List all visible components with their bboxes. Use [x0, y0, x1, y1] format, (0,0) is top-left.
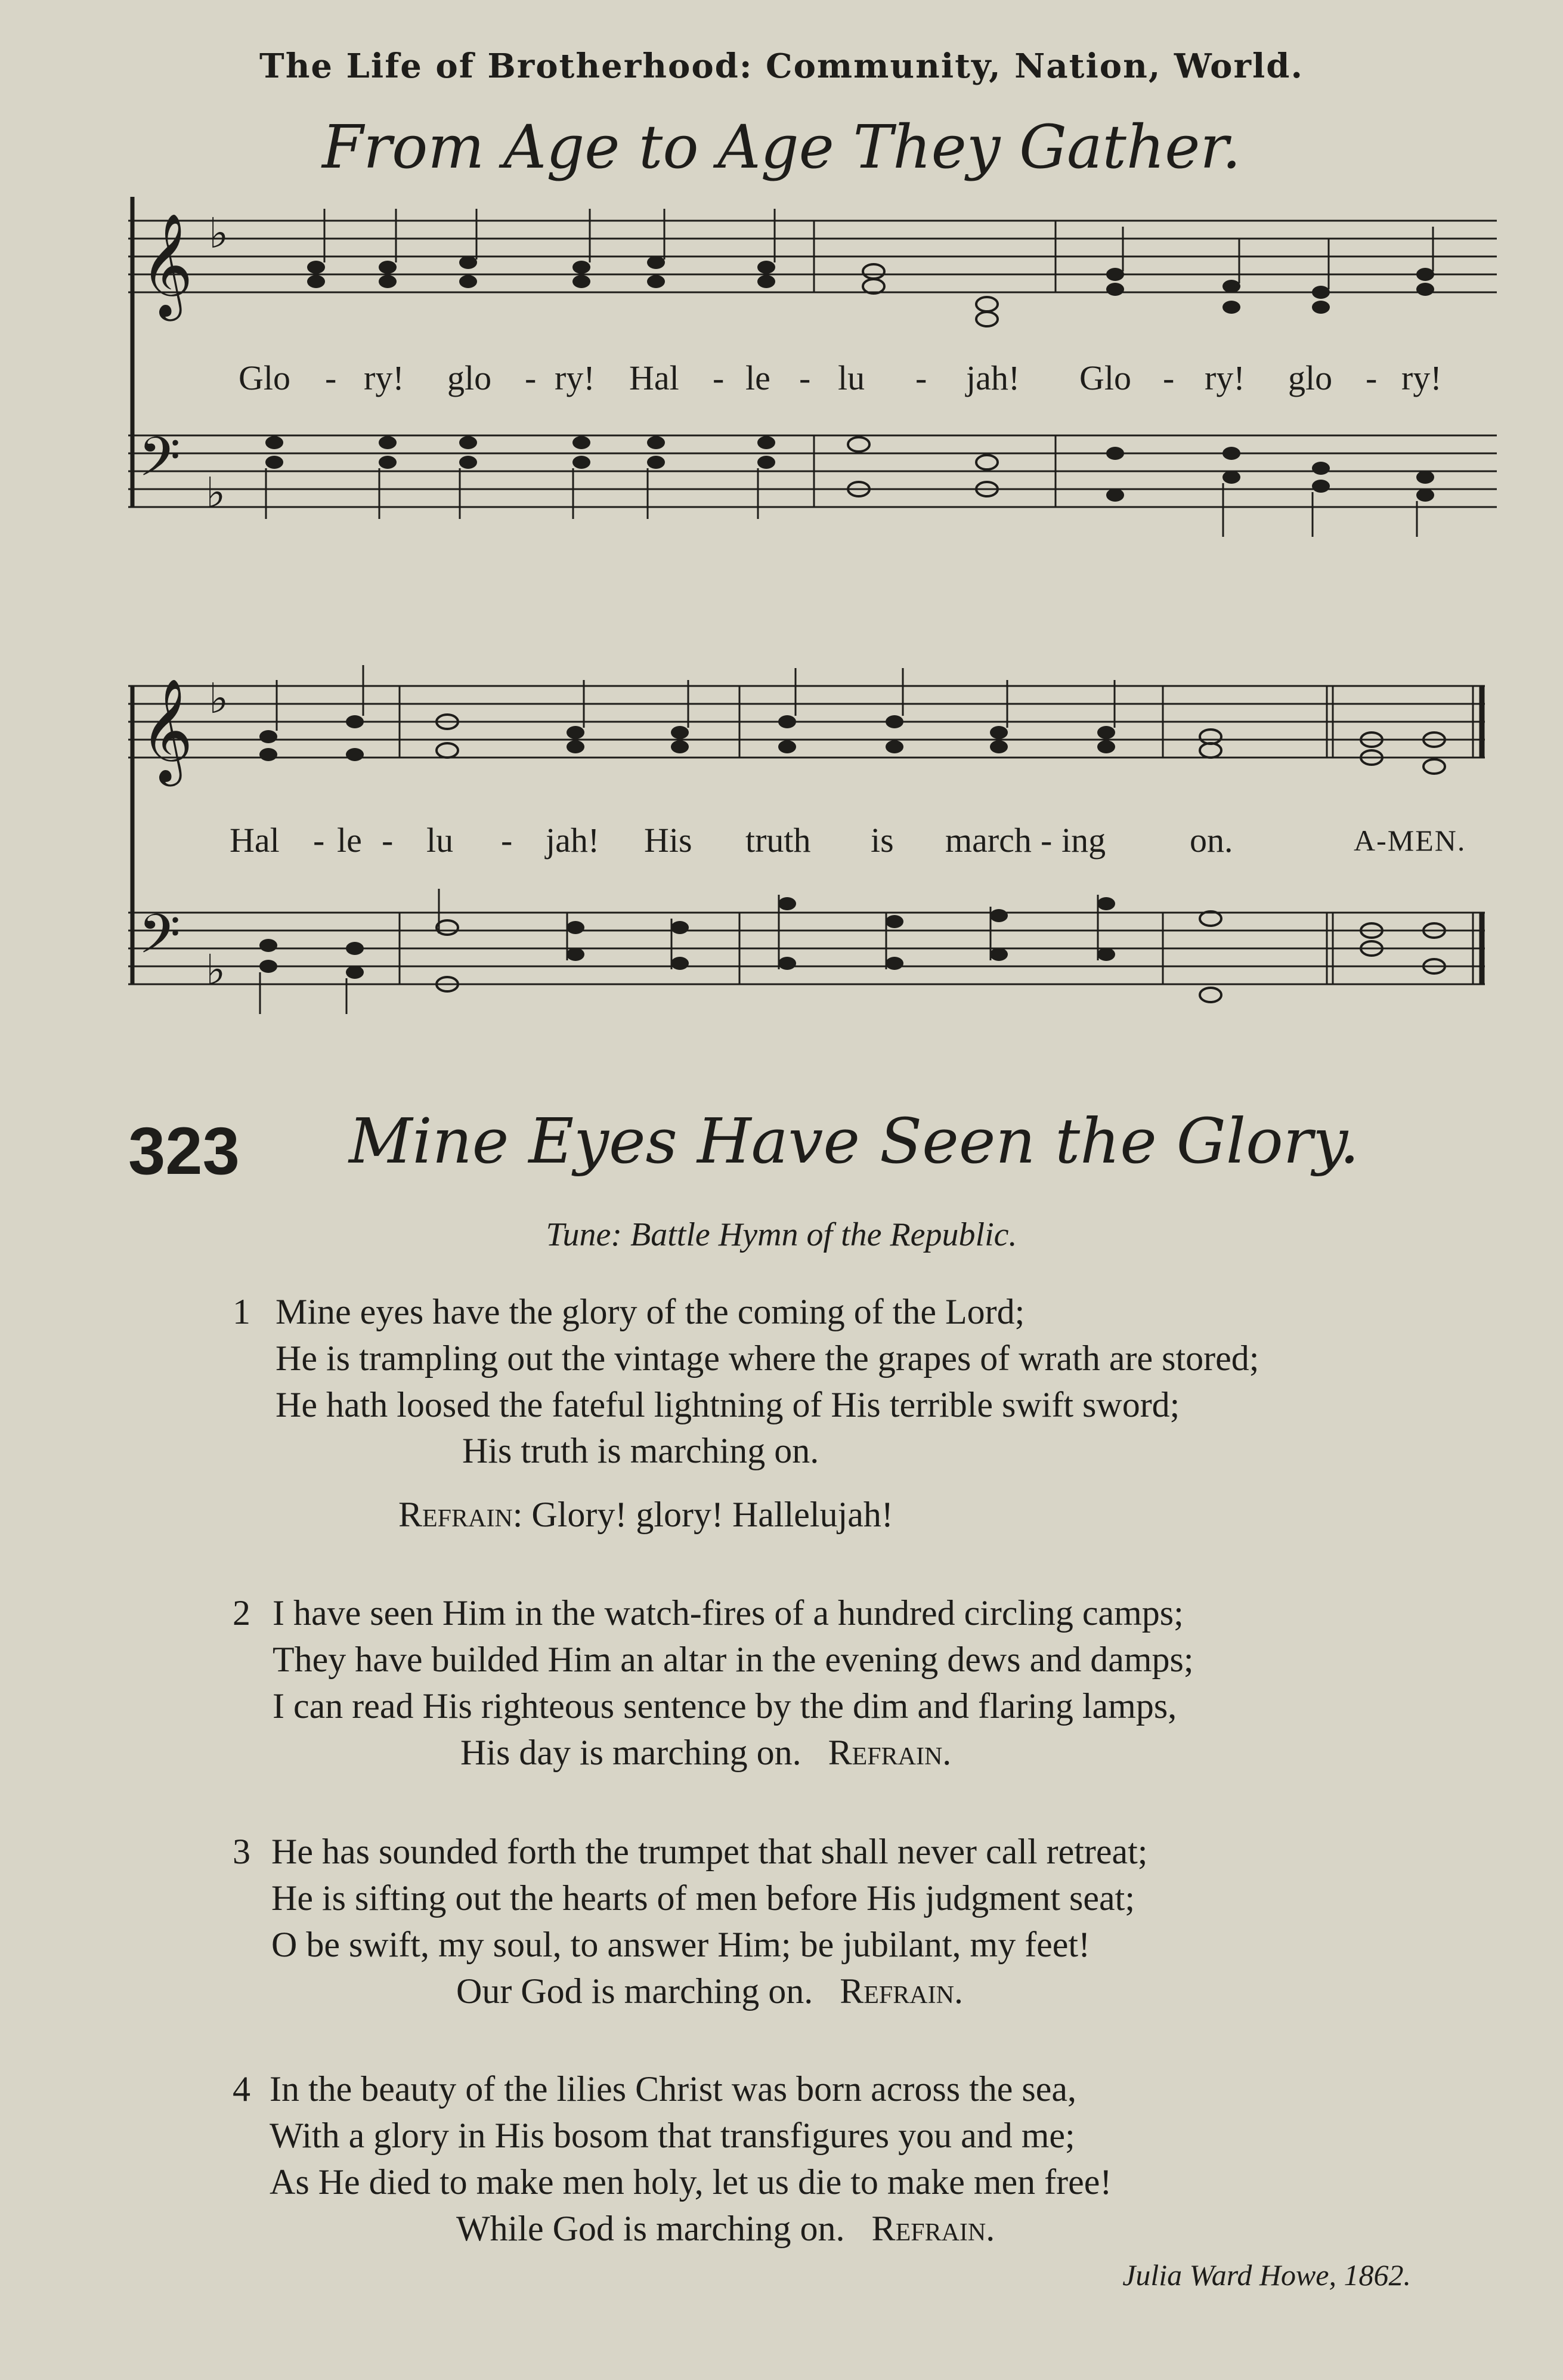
verse-line: He is sifting out the hearts of men before His judgment seat;	[271, 1878, 1135, 1918]
lyric: His	[644, 821, 692, 860]
lyric: A-MEN.	[1354, 824, 1466, 857]
lyric: on.	[1190, 821, 1233, 860]
refrain-marker: Refrain	[871, 2209, 986, 2248]
svg-text:♭: ♭	[206, 945, 226, 994]
lyric: is	[871, 821, 894, 860]
lyric: lu	[426, 821, 454, 860]
author-attribution: Julia Ward Howe, 1862.	[1122, 2258, 1411, 2292]
running-head: The Life of Brotherhood: Community, Nation, World.	[259, 47, 1304, 86]
music-system-1-bass	[0, 412, 1563, 567]
lyric: -	[1163, 358, 1175, 397]
svg-text:𝄞: 𝄞	[140, 213, 193, 317]
lyric: ry!	[1205, 358, 1245, 397]
verse-line: He is trampling out the vintage where the grapes of wrath are stored;	[276, 1339, 1259, 1378]
lyric: Glo	[239, 358, 290, 397]
verse-line: With a glory in His bosom that transfigures you and me;	[270, 2116, 1075, 2155]
verse-line: They have builded Him an altar in the evening dews and damps;	[273, 1640, 1194, 1679]
refrain-text: Glory! glory! Hallelujah!	[531, 1495, 893, 1534]
music-system-1-treble	[0, 197, 1563, 352]
verse-number: 2	[233, 1593, 250, 1633]
verse-line: I have seen Him in the watch-fires of a hundred circling camps;	[273, 1593, 1184, 1633]
refrain: Refrain: Glory! glory! Hallelujah!	[398, 1495, 893, 1534]
verse-line: O be swift, my soul, to answer Him; be jubilant, my feet!	[271, 1925, 1091, 1964]
lyric: lu	[838, 358, 865, 397]
verse-line: He hath loosed the fateful lightning of His terrible swift sword;	[276, 1385, 1180, 1424]
svg-text:♭: ♭	[206, 468, 226, 517]
lyric: ry!	[555, 358, 595, 397]
lyric: Hal	[230, 821, 280, 860]
verse-number: 1	[233, 1292, 250, 1331]
lyric: glo	[1288, 358, 1333, 397]
refrain-label: Refrain	[398, 1495, 513, 1534]
lyric: ry!	[1401, 358, 1442, 397]
svg-text:𝄞: 𝄞	[140, 678, 193, 782]
hymn-number: 323	[128, 1114, 240, 1188]
lyric: le	[337, 821, 362, 860]
verse-line: While God is marching on. Refrain.	[456, 2209, 995, 2248]
verse-line: His day is marching on. Refrain.	[460, 1733, 952, 1772]
lyric: -	[1366, 358, 1378, 397]
lyric: -	[313, 821, 325, 860]
lyric: -	[501, 821, 513, 860]
verse-line: In the beauty of the lilies Christ was born across the sea,	[270, 2069, 1076, 2109]
lyric: ing	[1061, 821, 1106, 860]
svg-text:♭: ♭	[209, 209, 229, 258]
lyric: -	[382, 821, 394, 860]
lyric: -	[1041, 821, 1053, 860]
svg-text:♭: ♭	[209, 674, 229, 723]
lyric: jah!	[546, 821, 600, 860]
lyric: truth	[745, 821, 811, 860]
verse-line: Mine eyes have the glory of the coming of the Lord;	[276, 1292, 1025, 1331]
lyric: Hal	[629, 358, 679, 397]
svg-text:𝄢: 𝄢	[138, 902, 181, 979]
lyric: glo	[447, 358, 492, 397]
lyric: Glo	[1079, 358, 1131, 397]
verse-line: He has sounded forth the trumpet that shall never call retreat;	[271, 1832, 1148, 1871]
tune-title: From Age to Age They Gather.	[321, 112, 1241, 182]
verse-line: As He died to make men holy, let us die to make men free!	[270, 2162, 1112, 2202]
verse-number: 3	[233, 1832, 250, 1871]
lyric: jah!	[966, 358, 1020, 397]
verse-line: Our God is marching on. Refrain.	[456, 1971, 963, 2011]
lyric: -	[525, 358, 537, 397]
music-system-2-treble	[0, 662, 1563, 817]
verse-line-text: His day is marching on.	[460, 1733, 801, 1772]
lyric: -	[325, 358, 337, 397]
music-system-2-bass	[0, 889, 1563, 1044]
lyric: -	[799, 358, 811, 397]
refrain-marker: Refrain	[828, 1733, 943, 1772]
verse-line-text: Our God is marching on.	[456, 1971, 813, 2011]
lyric: march	[945, 821, 1032, 860]
verse-number: 4	[233, 2069, 250, 2109]
tune-line: Tune: Battle Hymn of the Republic.	[546, 1216, 1017, 1253]
lyric: -	[713, 358, 725, 397]
lyric: ry!	[364, 358, 404, 397]
lyric: le	[745, 358, 770, 397]
refrain-marker: Refrain	[840, 1971, 954, 2011]
hymn-title: Mine Eyes Have Seen the Glory.	[349, 1105, 1360, 1177]
verse-line: I can read His righteous sentence by the dim and flaring lamps,	[273, 1686, 1177, 1726]
verse-line: His truth is marching on.	[462, 1431, 819, 1470]
verse-line-text: While God is marching on.	[456, 2209, 845, 2248]
lyric: -	[915, 358, 927, 397]
svg-text:𝄢: 𝄢	[138, 425, 181, 502]
